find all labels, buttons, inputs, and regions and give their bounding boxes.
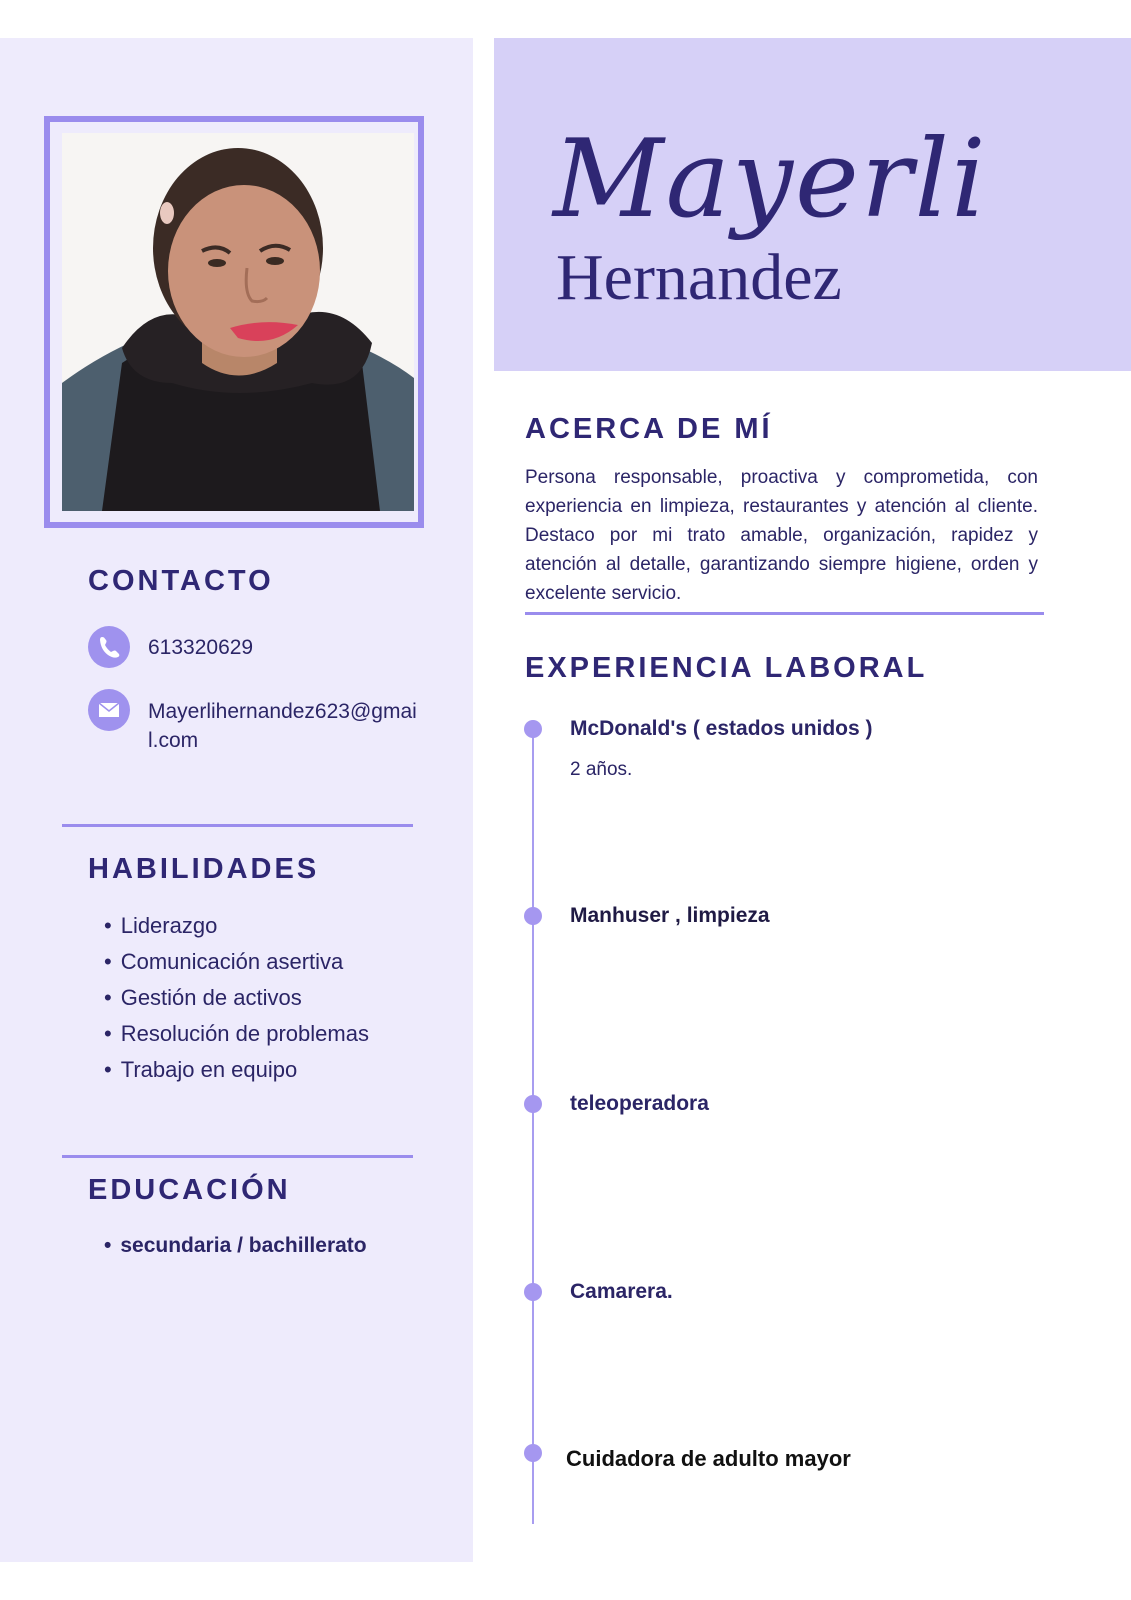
skills-heading: HABILIDADES [88,853,320,885]
skills-list [104,908,369,1088]
timeline-dot [524,1095,542,1113]
skill-item: • Liderazgo [104,908,369,944]
job-title: Manhuser , limpieza [570,904,770,927]
section-divider [62,824,413,827]
last-name: Hernandez [556,241,842,314]
section-divider [525,612,1044,615]
mail-icon [88,689,130,731]
education-item: • secundaria / bachillerato [104,1234,367,1258]
job-title: Cuidadora de adulto mayor [566,1446,851,1471]
phone-number[interactable]: 613320629 [148,636,254,659]
education-heading: EDUCACIÓN [88,1174,291,1206]
job-title: Camarera. [570,1280,673,1303]
timeline-dot [524,907,542,925]
email-address[interactable]: Mayerlihernandez623@gmail.com [148,700,417,752]
timeline-dot [524,1283,542,1301]
skill-item: • Gestión de activos [104,980,369,1016]
skill-item: • Trabajo en equipo [104,1052,369,1088]
profile-photo [62,133,414,511]
phone-icon [88,626,130,668]
skill-item: • Resolución de problemas [104,1016,369,1052]
job-title: McDonald's ( estados unidos ) [570,717,873,740]
timeline-line [532,727,534,1524]
about-text: Persona responsable, proactiva y comprometida, con experiencia en limpieza, restaurantes y atención al cliente. Destaco por mi trato amable, organización, rapidez y atención al detalle, garantizando siempre higiene, orden y excelente servicio. [525,467,1038,604]
skill-item: • Comunicación asertiva [104,944,369,980]
contact-heading: CONTACTO [88,565,274,597]
timeline-dot [524,720,542,738]
timeline-dot [524,1444,542,1462]
about-heading: ACERCA DE MÍ [525,413,773,445]
section-divider [62,1155,413,1158]
experience-heading: EXPERIENCIA LABORAL [525,652,928,684]
job-detail: 2 años. [570,759,633,780]
first-name: Mayerli [553,117,988,242]
job-title: teleoperadora [570,1092,709,1115]
